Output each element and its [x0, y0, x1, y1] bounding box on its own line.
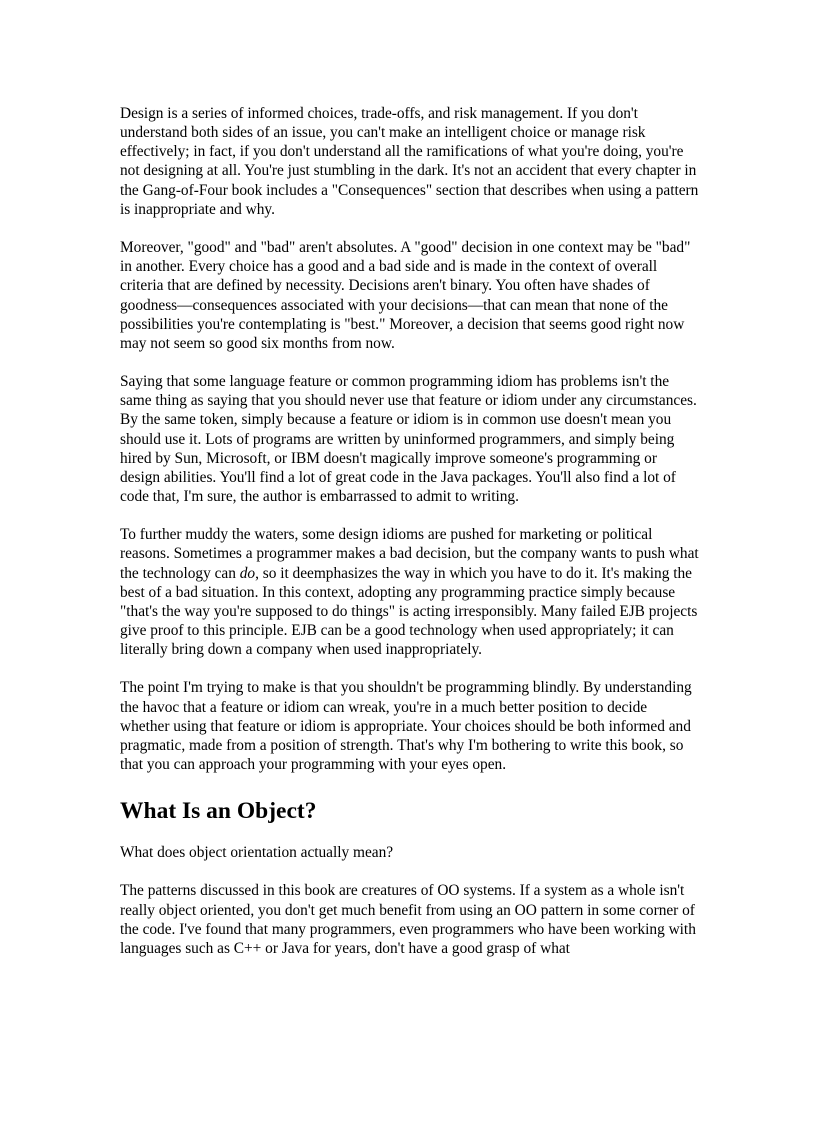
- paragraph-marketing-text-2: , so it deemphasizes the way in which you have to do it. It's making the best of a bad situation. In this context, adopting any programming practice simply because "that's the way you're supposed to do things" is acting irresponsibly. Many failed EJB projects give proof to this principle. EJB can be a good technology when used appropriately; it can literally bring down a company when used inappropriately.: [120, 564, 698, 659]
- paragraph-oo-patterns: The patterns discussed in this book are creatures of OO systems. If a system as a whole isn't really object oriented, you don't get much benefit from using an OO pattern in some corner of the code. I've found that many programmers, even programmers who have been working with languages such as C++ or Java for years, don't have a good grasp of what: [120, 882, 696, 957]
- section-heading: What Is an Object?: [120, 798, 317, 825]
- paragraph-language-features: Saying that some language feature or common programming idiom has problems isn't the same thing as saying that you should never use that feature or idiom under any circumstances. By the same token, simply because a feature or idiom is in common use doesn't mean you should use it. Lots of programs are written by uninformed programmers, and simply being hired by Sun, Microsoft, or IBM doesn't magically improve someone's programming or design abilities. You'll find a lot of great code in the Java packages. You'll also find a lot of code that, I'm sure, the author is embarrassed to admit to writing.: [120, 373, 697, 505]
- document-page: [120, 104, 700, 958]
- emphasis-do: do: [239, 564, 256, 582]
- paragraph-question: What does object orientation actually mean?: [120, 844, 394, 862]
- paragraph-programming-blindly: The point I'm trying to make is that you shouldn't be programming blindly. By understanding the havoc that a feature or idiom can wreak, you're in a much better position to decide whether using that feature or idiom is appropriate. Your choices should be both informed and pragmatic, made from a position of strength. That's why I'm bothering to write this book, so that you can approach your programming with your eyes open.: [120, 679, 692, 774]
- paragraph-marketing-text-1: To further muddy the waters, some design idioms are pushed for marketing or political reasons. Sometimes a programmer makes a bad decision, but the company wants to push what the technology can: [120, 526, 699, 582]
- paragraph-good-bad: Moreover, "good" and "bad" aren't absolutes. A "good" decision in one context may be "bad" in another. Every choice has a good and a bad side and is made in the context of overall criteria that are defined by necessity. Decisions aren't binary. You often have shades of goodness—consequences associated with your decisions—that can mean that none of the possibilities you're contemplating is "best." Moreover, a decision that seems good right now may not seem so good six months from now.: [120, 239, 691, 352]
- paragraph-marketing: [120, 525, 700, 659]
- paragraph-design-choices: Design is a series of informed choices, trade-offs, and risk management. If you don't understand both sides of an issue, you can't make an intelligent choice or manage risk effectively; in fact, if you don't understand all the ramifications of what you're doing, you're not designing at all. You're just stumbling in the dark. It's not an accident that every chapter in the Gang-of-Four book includes a "Consequences" section that describes when using a pattern is inappropriate and why.: [120, 105, 699, 218]
